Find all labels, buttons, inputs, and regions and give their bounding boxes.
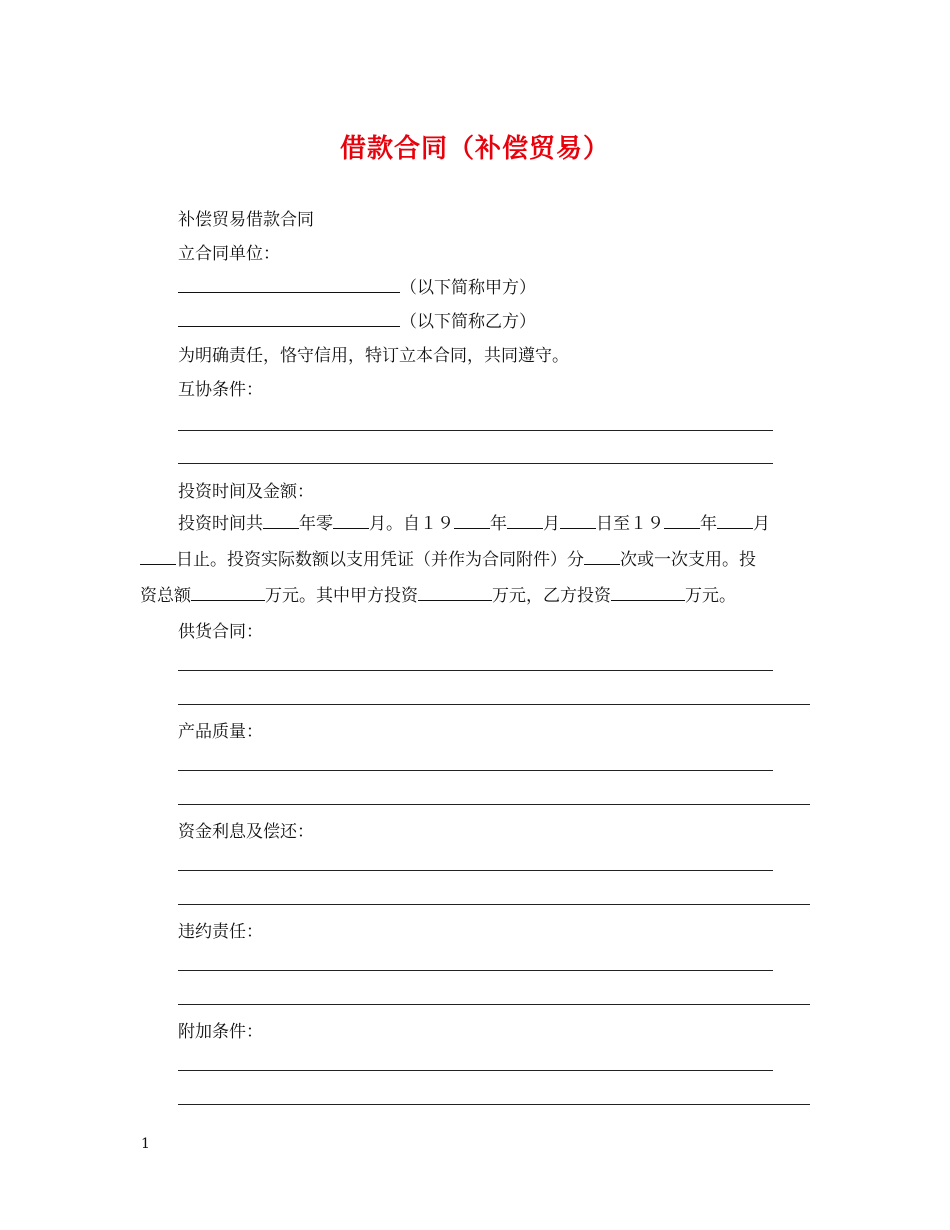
fill-line bbox=[178, 1070, 773, 1071]
investment-line-3 bbox=[140, 584, 736, 608]
fill-line bbox=[178, 704, 810, 705]
fill-line bbox=[178, 670, 773, 671]
installments-blank bbox=[584, 548, 620, 565]
start-month-blank bbox=[507, 512, 543, 529]
start-day-blank bbox=[560, 512, 596, 529]
investment-text: 万元。其中甲方投资 bbox=[265, 586, 418, 606]
party-a-line bbox=[178, 276, 536, 300]
section-breach-heading: 违约责任： bbox=[178, 922, 263, 942]
investment-text: 日止。投资实际数额以支用凭证（并作为合同附件）分 bbox=[176, 550, 584, 570]
fill-line bbox=[178, 1104, 810, 1105]
investment-text: 年 bbox=[700, 514, 717, 534]
fill-line bbox=[178, 870, 773, 871]
section-supply-heading: 供货合同： bbox=[178, 622, 263, 642]
section-additional-heading: 附加条件： bbox=[178, 1022, 263, 1042]
contract-subtitle: 补偿贸易借款合同 bbox=[178, 210, 314, 230]
party-b-blank bbox=[178, 310, 400, 327]
section-quality-heading: 产品质量： bbox=[178, 722, 263, 742]
years-blank bbox=[263, 512, 299, 529]
end-month-blank bbox=[717, 512, 753, 529]
fill-line bbox=[178, 770, 773, 771]
party-a-suffix: （以下简称甲方） bbox=[400, 278, 536, 298]
investment-text: 次或一次支用。投 bbox=[620, 550, 756, 570]
months-blank bbox=[333, 512, 369, 529]
fill-line bbox=[178, 904, 810, 905]
investment-text: 月。自１９ bbox=[369, 514, 454, 534]
fill-line bbox=[178, 804, 810, 805]
investment-text: 年零 bbox=[299, 514, 333, 534]
party-b-line bbox=[178, 310, 536, 334]
total-amount-blank bbox=[191, 584, 265, 601]
fill-line bbox=[178, 1004, 810, 1005]
preamble: 为明确责任，恪守信用，特订立本合同，共同遵守。 bbox=[178, 346, 569, 366]
party-a-amount-blank bbox=[418, 584, 492, 601]
fill-line bbox=[178, 430, 773, 431]
investment-text: 月 bbox=[753, 514, 770, 534]
section-investment-heading: 投资时间及金额： bbox=[178, 482, 314, 502]
parties-label: 立合同单位： bbox=[178, 244, 280, 264]
investment-text: 投资时间共 bbox=[178, 514, 263, 534]
party-b-amount-blank bbox=[611, 584, 685, 601]
investment-text: 万元，乙方投资 bbox=[492, 586, 611, 606]
investment-line-2 bbox=[140, 548, 756, 572]
end-day-blank bbox=[140, 548, 176, 565]
fill-line bbox=[178, 970, 773, 971]
investment-line-1 bbox=[178, 512, 770, 536]
investment-text: 万元。 bbox=[685, 586, 736, 606]
investment-text: 年 bbox=[490, 514, 507, 534]
end-year-blank bbox=[664, 512, 700, 529]
investment-text: 月 bbox=[543, 514, 560, 534]
party-a-blank bbox=[178, 276, 400, 293]
page-number: 1 bbox=[141, 1136, 150, 1152]
fill-line bbox=[178, 463, 773, 464]
party-b-suffix: （以下简称乙方） bbox=[400, 312, 536, 332]
document-title: 借款合同（补偿贸易） bbox=[339, 134, 610, 164]
section-interest-heading: 资金利息及偿还： bbox=[178, 822, 314, 842]
section-cooperation-heading: 互协条件： bbox=[178, 380, 263, 400]
investment-text: 资总额 bbox=[140, 586, 191, 606]
investment-text: 日至１９ bbox=[596, 514, 664, 534]
start-year-blank bbox=[454, 512, 490, 529]
